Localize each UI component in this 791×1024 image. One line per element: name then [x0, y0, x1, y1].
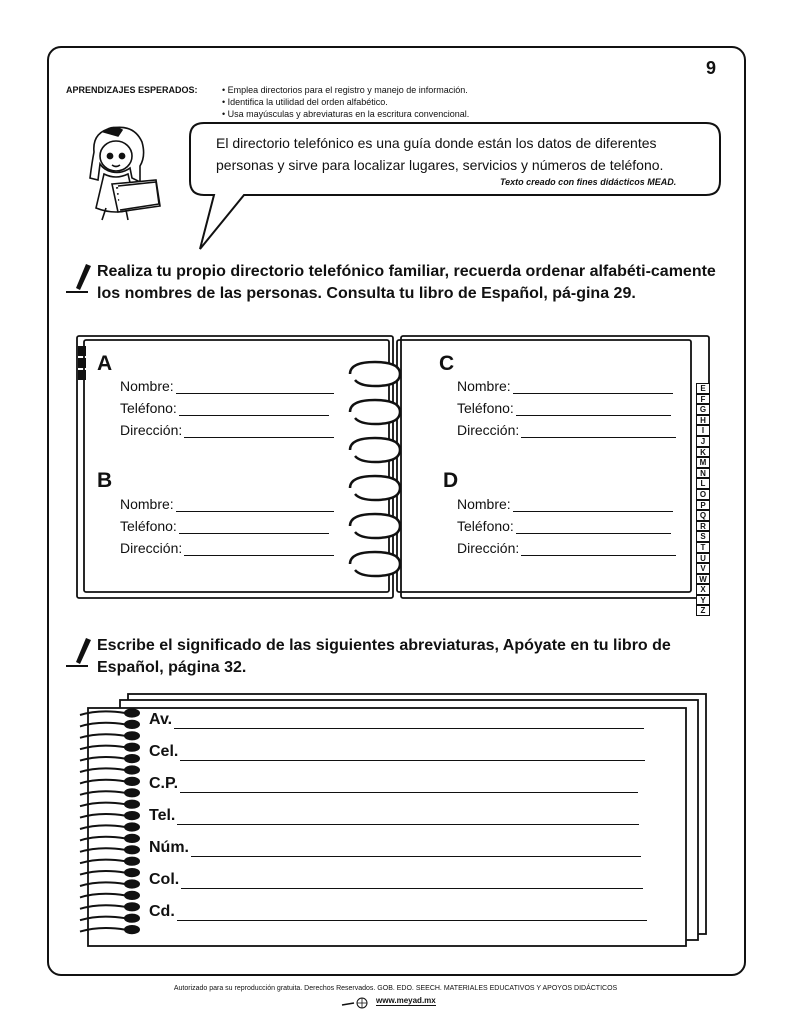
alphabet-tab: W — [696, 574, 710, 585]
alphabet-tab: H — [696, 415, 710, 426]
answer-line[interactable] — [184, 424, 334, 438]
alphabet-tab: O — [696, 489, 710, 500]
answer-line[interactable] — [184, 542, 334, 556]
spiral-hole — [125, 880, 139, 887]
learning-goal-item: • Identifica la utilidad del orden alfabético. — [222, 97, 388, 107]
abbreviation-row[interactable] — [149, 743, 645, 761]
footer-url-text[interactable]: www.meyad.mx — [376, 996, 436, 1005]
answer-line[interactable] — [177, 905, 647, 921]
answer-line[interactable] — [191, 841, 641, 857]
spiral-hole — [125, 778, 139, 785]
alphabet-tab: T — [696, 542, 710, 553]
answer-line[interactable] — [180, 777, 638, 793]
phone-field[interactable] — [120, 518, 329, 534]
spiral-hole — [125, 903, 139, 910]
abbreviation-row[interactable] — [149, 839, 641, 857]
alphabet-tab: K — [696, 447, 710, 458]
alphabet-tab: P — [696, 500, 710, 511]
abbreviation-row[interactable] — [149, 711, 644, 729]
alphabet-tab: S — [696, 531, 710, 542]
alphabet-tab: L — [696, 478, 710, 489]
alphabet-tabs — [696, 383, 710, 616]
bubble-text: El directorio telefónico es una guía donde están los datos de diferentes personas y sirve para localizar lugares, servicios y números de teléfono. — [216, 135, 664, 173]
abbreviation-label: C.P. — [149, 775, 179, 792]
alphabet-tab: V — [696, 563, 710, 574]
girl-reading-illustration — [82, 122, 172, 222]
name-label: Nombre: — [457, 378, 511, 394]
answer-line[interactable] — [513, 380, 673, 394]
pencil-icon — [64, 636, 94, 670]
abbreviation-label: Col. — [149, 871, 180, 888]
abbreviation-label: Núm. — [149, 839, 189, 856]
answer-line[interactable] — [516, 520, 671, 534]
alphabet-tab: F — [696, 394, 710, 405]
answer-line[interactable] — [177, 809, 639, 825]
section-letter-c: C — [439, 352, 455, 375]
spiral-hole — [125, 812, 139, 819]
answer-line[interactable] — [181, 873, 643, 889]
abbreviation-label: Cd. — [149, 903, 175, 920]
section-letter-a: A — [97, 352, 113, 375]
answer-line[interactable] — [180, 745, 645, 761]
bubble-credit: Texto creado con fines didácticos MEAD. — [500, 177, 677, 187]
phone-label: Teléfono: — [457, 400, 514, 416]
address-label: Dirección: — [120, 540, 183, 556]
phone-field[interactable] — [457, 518, 671, 534]
alphabet-tab: M — [696, 457, 710, 468]
answer-line[interactable] — [179, 520, 329, 534]
page-number: 9 — [706, 58, 717, 78]
spiral-hole — [125, 721, 139, 728]
phone-label: Teléfono: — [120, 400, 177, 416]
spiral-hole — [125, 892, 139, 899]
alphabet-tab: I — [696, 425, 710, 436]
answer-line[interactable] — [521, 542, 676, 556]
learning-goal-item: • Emplea directorios para el registro y manejo de información. — [222, 85, 468, 95]
spiral-hole — [125, 835, 139, 842]
address-label: Dirección: — [120, 422, 183, 438]
phone-directory-notebook — [75, 334, 715, 602]
spiral-hole — [125, 926, 139, 933]
learning-goals-label: APRENDIZAJES ESPERADOS: — [66, 85, 198, 95]
footer-text: Autorizado para su reproducción gratuita. Derechos Reservados. GOB. EDO. SEECH. MATERIALES EDUCATIVOS Y APOYOS DIDÁCTICOS — [173, 985, 618, 992]
answer-line[interactable] — [521, 424, 676, 438]
spiral-hole — [125, 755, 139, 762]
name-label: Nombre: — [457, 496, 511, 512]
spiral-hole — [125, 823, 139, 830]
spiral-hole — [125, 709, 139, 716]
alphabet-tab: U — [696, 553, 710, 564]
abbreviation-row[interactable] — [149, 807, 639, 825]
alphabet-tab: G — [696, 404, 710, 415]
alphabet-tab: R — [696, 521, 710, 532]
alphabet-tab: E — [696, 383, 710, 394]
alphabet-tab: Q — [696, 510, 710, 521]
abbreviation-row[interactable] — [149, 775, 638, 793]
notebook-outline — [75, 334, 715, 602]
answer-line[interactable] — [174, 713, 644, 729]
instruction-abbreviations: Escribe el significado de las siguientes abreviaturas, Apóyate en tu libro de Español, página 32. — [97, 637, 671, 676]
abbreviation-label: Cel. — [149, 743, 179, 760]
globe-icon — [340, 997, 374, 1009]
spiral-hole — [125, 732, 139, 739]
spiral-hole — [125, 744, 139, 751]
spiral-hole — [125, 869, 139, 876]
alphabet-tab: X — [696, 584, 710, 595]
answer-line[interactable] — [176, 498, 334, 512]
alphabet-tab: N — [696, 468, 710, 479]
phone-field[interactable] — [120, 400, 329, 416]
alphabet-tab: J — [696, 436, 710, 447]
section-letter-b: B — [97, 469, 113, 492]
phone-label: Teléfono: — [457, 518, 514, 534]
learning-goals — [66, 84, 470, 119]
address-field[interactable] — [457, 422, 676, 438]
spiral-hole — [125, 789, 139, 796]
answer-line[interactable] — [179, 402, 329, 416]
alphabet-tab: Y — [696, 595, 710, 606]
address-field[interactable] — [120, 540, 334, 556]
address-field[interactable] — [120, 422, 334, 438]
name-field[interactable] — [457, 496, 673, 512]
abbreviation-label: Av. — [149, 711, 173, 728]
address-field[interactable] — [457, 540, 676, 556]
name-field[interactable] — [120, 496, 334, 512]
spiral-hole — [125, 801, 139, 808]
spiral-hole — [125, 766, 139, 773]
abbreviation-row[interactable] — [149, 903, 647, 921]
name-label: Nombre: — [120, 378, 174, 394]
spiral-hole — [125, 858, 139, 865]
answer-line[interactable] — [516, 402, 671, 416]
learning-goal-item: • Usa mayúsculas y abreviaturas en la escritura convencional. — [222, 109, 470, 119]
phone-field[interactable] — [457, 400, 671, 416]
phone-label: Teléfono: — [120, 518, 177, 534]
spiral-hole — [125, 846, 139, 853]
address-label: Dirección: — [457, 540, 520, 556]
name-field[interactable] — [120, 378, 334, 394]
address-label: Dirección: — [457, 422, 520, 438]
answer-line[interactable] — [176, 380, 334, 394]
abbreviation-label: Tel. — [149, 807, 176, 824]
answer-line[interactable] — [513, 498, 673, 512]
footer-url[interactable] — [340, 996, 460, 1008]
spiral-hole — [125, 915, 139, 922]
pencil-icon — [64, 262, 94, 296]
name-label: Nombre: — [120, 496, 174, 512]
name-field[interactable] — [457, 378, 673, 394]
instruction-directory: Realiza tu propio directorio telefónico familiar, recuerda ordenar alfabéti-camente los nombres de las personas. Consulta tu libro de Español, pá-gina 29. — [97, 263, 716, 302]
section-letter-d: D — [443, 469, 459, 492]
abbreviation-row[interactable] — [149, 871, 643, 889]
alphabet-tab: Z — [696, 605, 710, 616]
